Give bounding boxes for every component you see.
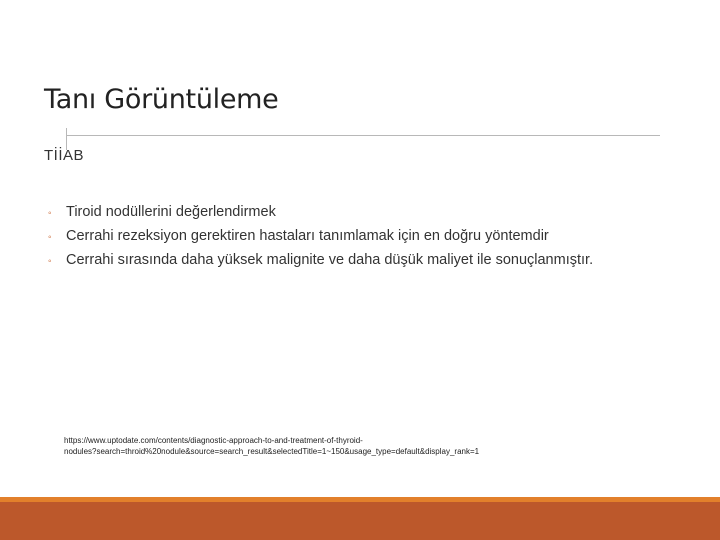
bullet-marker-icon: ◦ <box>48 208 52 219</box>
slide-title: Tanı Görüntüleme <box>44 84 279 115</box>
bullet-item <box>48 201 708 225</box>
title-divider <box>66 135 660 136</box>
reference-url-line: https://www.uptodate.com/contents/diagnostic-approach-to-and-treatment-of-thyroid- <box>64 436 363 445</box>
reference-url-line: nodules?search=throid%20nodule&source=search_result&selectedTitle=1~150&usage_type=default&display_rank=1 <box>64 447 480 456</box>
bullet-text: Cerrahi sırasında daha yüksek malignite ve daha düşük maliyet ile sonuçlanmıştır. <box>66 252 594 268</box>
bullet-marker-icon: ◦ <box>48 232 52 243</box>
bullet-item <box>48 225 708 249</box>
bullet-text: Cerrahi rezeksiyon gerektiren hastaları tanımlamak için en doğru yöntemdir <box>66 228 549 244</box>
bullet-marker-icon: ◦ <box>48 256 52 267</box>
footer-bar <box>0 502 720 540</box>
bullet-text: Tiroid nodüllerini değerlendirmek <box>66 204 276 220</box>
slide-subtitle: TİİAB <box>44 147 85 164</box>
bullet-list <box>48 201 708 273</box>
reference-url <box>64 435 664 457</box>
bullet-item <box>48 249 708 273</box>
